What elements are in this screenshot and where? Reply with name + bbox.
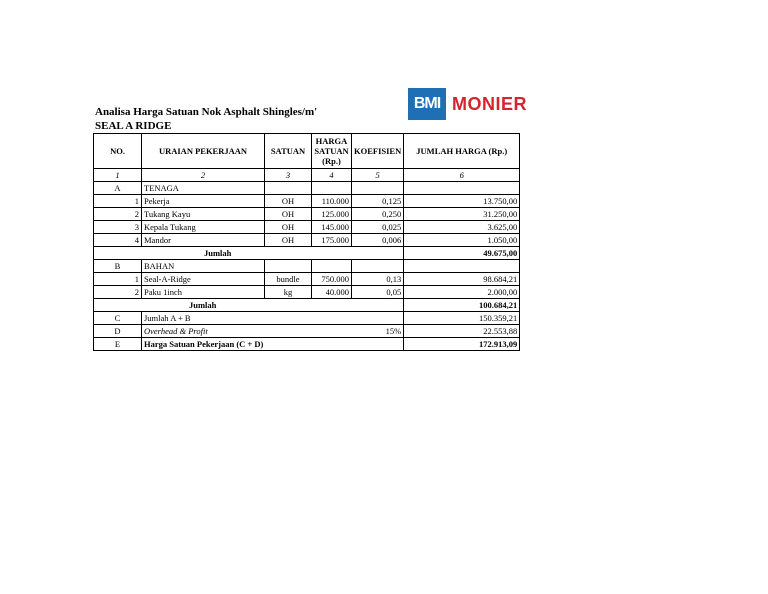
section-a-header [94, 182, 520, 195]
row-uraian: Mandor [142, 234, 265, 247]
table-row [94, 234, 520, 247]
col-number: 2 [142, 169, 265, 182]
row-uraian: Tukang Kayu [142, 208, 265, 221]
row-koef: 0,250 [352, 208, 404, 221]
row-c-code: C [94, 312, 142, 325]
row-harga: 110.000 [312, 195, 352, 208]
row-d-label: Overhead & Profit [142, 325, 352, 338]
section-label: BAHAN [142, 260, 265, 273]
header-koefisien: KOEFISIEN [352, 134, 404, 169]
section-code: B [94, 260, 142, 273]
row-harga: 750.000 [312, 273, 352, 286]
header-satuan: SATUAN [265, 134, 312, 169]
table-row [94, 195, 520, 208]
row-satuan: bundle [265, 273, 312, 286]
section-b-header [94, 260, 520, 273]
row-satuan: OH [265, 195, 312, 208]
row-c-label: Jumlah A + B [142, 312, 404, 325]
subtotal-label: Jumlah [94, 299, 404, 312]
row-harga: 125.000 [312, 208, 352, 221]
table-row [94, 286, 520, 299]
row-harga: 145.000 [312, 221, 352, 234]
col-number: 5 [352, 169, 404, 182]
row-d-code: D [94, 325, 142, 338]
subtotal-value: 100.684,21 [404, 299, 520, 312]
row-no: 2 [94, 286, 142, 299]
row-jumlah: 13.750,00 [404, 195, 520, 208]
row-d-percent: 15% [352, 325, 404, 338]
header-uraian: URAIAN PEKERJAAN [142, 134, 265, 169]
row-no: 1 [94, 273, 142, 286]
row-uraian: Paku 1inch [142, 286, 265, 299]
section-code: A [94, 182, 142, 195]
row-e-label: Harga Satuan Pekerjaan (C + D) [142, 338, 404, 351]
row-d-value: 22.553,88 [404, 325, 520, 338]
row-koef: 0,006 [352, 234, 404, 247]
row-koef: 0,025 [352, 221, 404, 234]
subtotal-value: 49.675,00 [404, 247, 520, 260]
row-e-value: 172.913,09 [404, 338, 520, 351]
row-satuan: kg [265, 286, 312, 299]
row-jumlah: 3.625,00 [404, 221, 520, 234]
row-koef: 0,13 [352, 273, 404, 286]
document-title: Analisa Harga Satuan Nok Asphalt Shingles/m' [95, 106, 318, 118]
row-d [94, 325, 520, 338]
row-satuan: OH [265, 208, 312, 221]
row-harga: 40.000 [312, 286, 352, 299]
row-e [94, 338, 520, 351]
row-jumlah: 98.684,21 [404, 273, 520, 286]
subtotal-row-a [94, 247, 520, 260]
row-uraian: Seal-A-Ridge [142, 273, 265, 286]
row-jumlah: 31.250,00 [404, 208, 520, 221]
row-no: 4 [94, 234, 142, 247]
document-subtitle: SEAL A RIDGE [95, 120, 172, 132]
row-e-code: E [94, 338, 142, 351]
row-jumlah: 1.050,00 [404, 234, 520, 247]
row-no: 1 [94, 195, 142, 208]
row-uraian: Kepala Tukang [142, 221, 265, 234]
row-no: 2 [94, 208, 142, 221]
table-row [94, 221, 520, 234]
subtotal-row-b [94, 299, 520, 312]
col-number: 1 [94, 169, 142, 182]
table-row [94, 208, 520, 221]
header-jumlah: JUMLAH HARGA (Rp.) [404, 134, 520, 169]
row-c [94, 312, 520, 325]
price-analysis-table [93, 133, 520, 351]
bmi-monier-logo [408, 86, 527, 122]
table-row [94, 273, 520, 286]
row-no: 3 [94, 221, 142, 234]
row-koef: 0,05 [352, 286, 404, 299]
row-c-value: 150.359,21 [404, 312, 520, 325]
logo-mark: BMI [408, 88, 446, 120]
section-label: TENAGA [142, 182, 265, 195]
logo-name: MONIER [452, 93, 527, 114]
row-jumlah: 2.000,00 [404, 286, 520, 299]
row-satuan: OH [265, 221, 312, 234]
column-number-row [94, 169, 520, 182]
row-harga: 175.000 [312, 234, 352, 247]
row-satuan: OH [265, 234, 312, 247]
col-number: 6 [404, 169, 520, 182]
header-harga-satuan: HARGA SATUAN (Rp.) [312, 134, 352, 169]
subtotal-label: Jumlah [94, 247, 404, 260]
row-koef: 0,125 [352, 195, 404, 208]
header-no: NO. [94, 134, 142, 169]
header-row [94, 134, 520, 169]
col-number: 4 [312, 169, 352, 182]
col-number: 3 [265, 169, 312, 182]
row-uraian: Pekerja [142, 195, 265, 208]
